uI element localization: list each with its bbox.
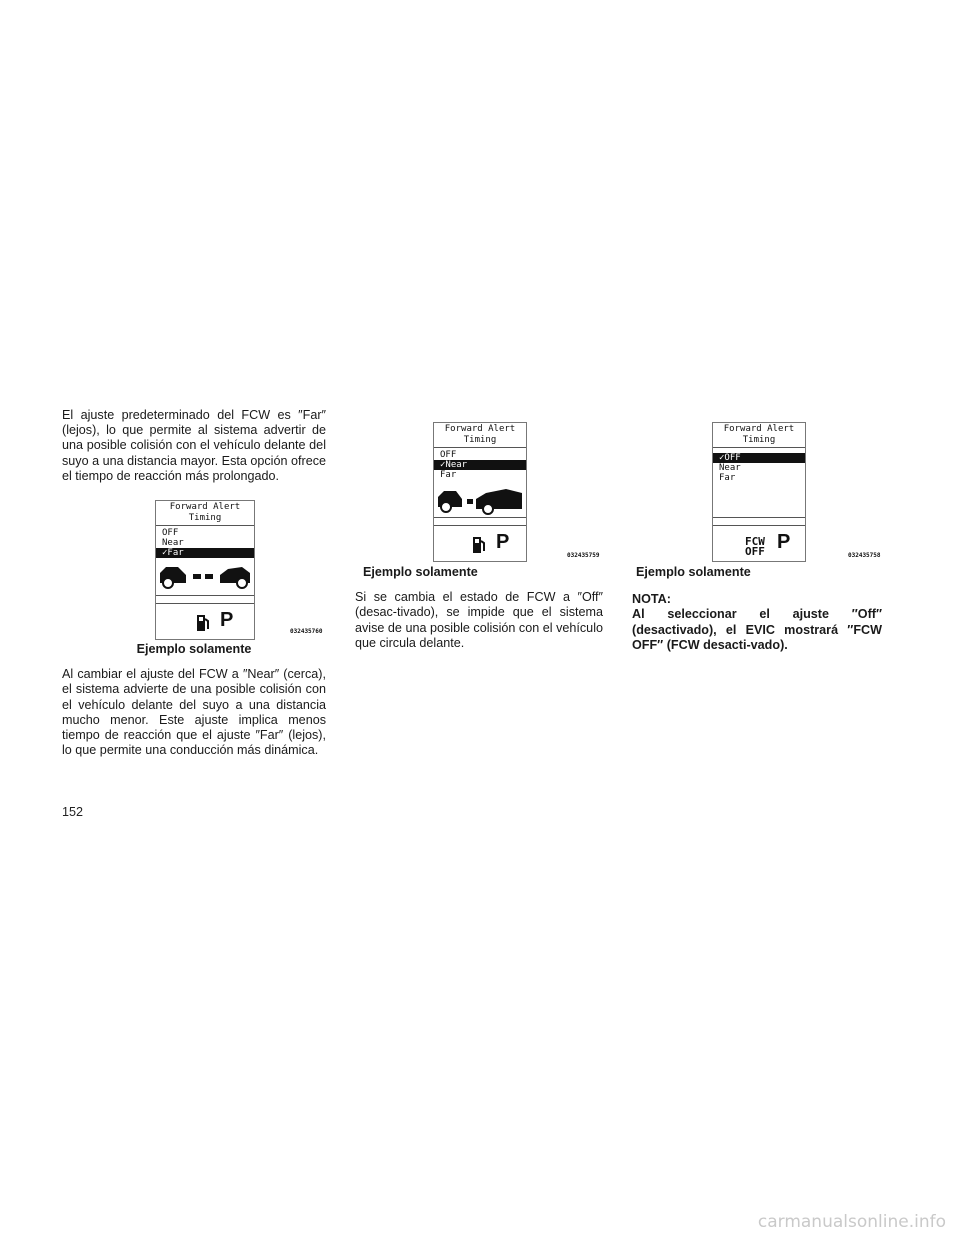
- option-near: Near: [719, 463, 741, 473]
- screen-title-line1: Forward Alert: [723, 424, 795, 434]
- paragraph-default-far: El ajuste predeterminado del FCW es ″Far″ (lejos), lo que permite al sistema advertir de una posible colisión con el vehículo delante del suyo a una distancia mayor. Esta opción ofrece el tiempo de reacción más prolongado.: [62, 408, 326, 483]
- screen-title-line2: Timing: [742, 435, 776, 445]
- off-label: OFF: [745, 545, 765, 558]
- column-2: [355, 422, 603, 651]
- figure-caption: Ejemplo solamente: [363, 565, 478, 579]
- option-off: OFF: [440, 450, 457, 460]
- evic-screen-near: [433, 422, 527, 562]
- figure-code: 032435760: [290, 628, 323, 636]
- figure-code: 032435758: [848, 552, 881, 559]
- evic-screen-far: [155, 500, 255, 640]
- option-off-selected: ✓OFF: [713, 453, 805, 463]
- option-near: Near: [162, 538, 184, 549]
- figure-code: 032435759: [567, 552, 600, 559]
- park-indicator: P: [777, 531, 791, 553]
- fcw-label: FCW: [745, 535, 765, 548]
- vehicle-distance-icon: [436, 485, 524, 515]
- park-indicator: P: [220, 609, 234, 632]
- figure-caption: Ejemplo solamente: [636, 565, 751, 579]
- screen-title-line1: Forward Alert: [169, 502, 241, 513]
- figure-caption: Ejemplo solamente: [136, 642, 252, 657]
- column-3: [632, 422, 882, 653]
- watermark: carmanualsonline.info: [757, 1212, 946, 1232]
- page-number: 152: [62, 805, 84, 819]
- option-far: Far: [719, 473, 736, 483]
- paragraph-off: Si se cambia el estado de FCW a ″Off″ (desac-tivado), se impide que el sistema avise de una posible colisión con el vehículo que circula delante.: [355, 590, 603, 650]
- fuel-pump-icon: [472, 535, 486, 555]
- screen-title-line2: Timing: [463, 435, 497, 445]
- park-indicator: P: [496, 531, 510, 553]
- option-off: OFF: [162, 528, 179, 539]
- paragraph-near: Al cambiar el ajuste del FCW a ″Near″ (cerca), el sistema advierte de una posible colisión con el vehículo delante del suyo a una distancia mucho menor. Este ajuste implica menos tiempo de reacción que el ajuste ″Far″ (lejos), lo que permite una conducción más dinámica.: [62, 667, 326, 758]
- figure-near: [355, 422, 603, 564]
- fuel-pump-icon: [196, 613, 210, 633]
- screen-title-line1: Forward Alert: [444, 424, 516, 434]
- note-title: NOTA:: [632, 592, 671, 607]
- column-1: [62, 408, 326, 758]
- option-far: Far: [440, 470, 457, 480]
- vehicle-distance-icon: [158, 563, 252, 589]
- screen-title-line2: Timing: [188, 513, 222, 524]
- fcw-off-indicator: [745, 537, 765, 557]
- note-body: Al seleccionar el ajuste ″Off″ (desactivado), el EVIC mostrará ″FCW OFF″ (FCW desacti-vado).: [632, 607, 882, 652]
- figure-off: [632, 422, 882, 564]
- evic-screen-off: [712, 422, 806, 562]
- option-near-selected: ✓Near: [434, 460, 526, 470]
- figure-far: [62, 500, 326, 640]
- option-far-selected: ✓Far: [156, 548, 254, 558]
